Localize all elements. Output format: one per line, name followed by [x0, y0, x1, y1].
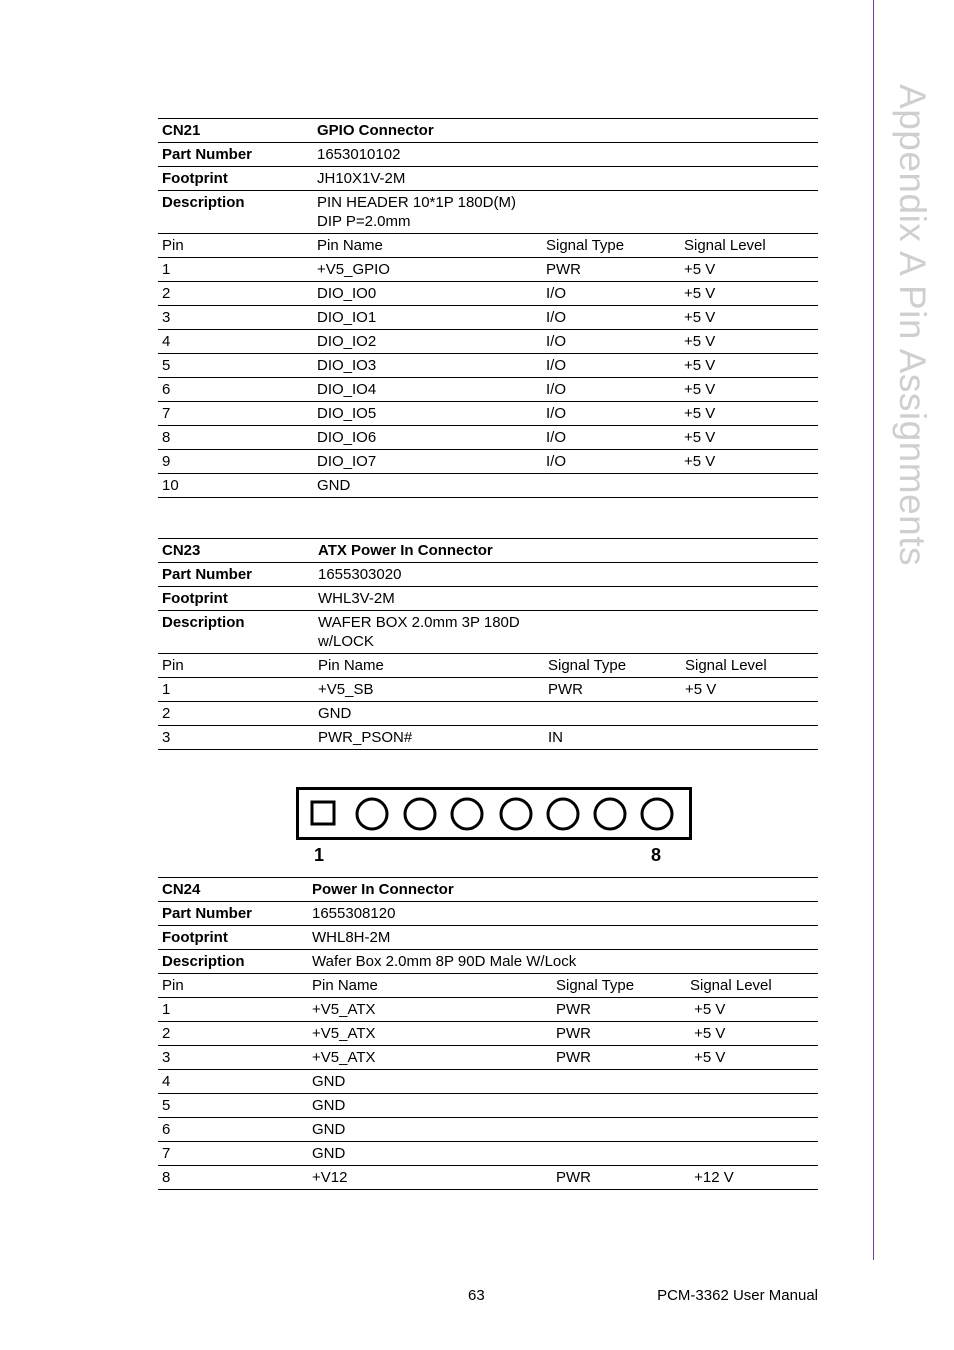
- pin-name-cell: DIO_IO0: [317, 285, 377, 302]
- connector-pin-diagram: [296, 787, 692, 840]
- description-label: Description: [162, 194, 245, 211]
- connector-title: GPIO Connector: [317, 122, 434, 139]
- part-number-value: 1653010102: [317, 146, 401, 163]
- signal-level-cell: +5 V: [684, 261, 716, 278]
- signal-type-cell: PWR: [556, 1169, 591, 1186]
- signal-type-cell: I/O: [546, 309, 567, 326]
- signal-type-column-header: Signal Type: [548, 657, 627, 674]
- pin-cell: 4: [162, 333, 171, 350]
- signal-type-cell: I/O: [546, 357, 567, 374]
- pin-name-column-header: Pin Name: [318, 657, 384, 674]
- signal-type-cell: [552, 1072, 686, 1091]
- part-number-value: 1655308120: [312, 905, 396, 922]
- table-row: [158, 1094, 818, 1118]
- signal-level-cell: [681, 728, 818, 747]
- pin-name-cell: GND: [312, 1097, 346, 1114]
- footprint-value: WHL8H-2M: [312, 929, 391, 946]
- pin-cell: 9: [162, 453, 171, 470]
- table-header-row: [158, 539, 818, 563]
- signal-level-cell: +5 V: [684, 285, 716, 302]
- signal-level-column-header: Signal Level: [690, 977, 772, 994]
- description-row: [158, 611, 818, 654]
- column-header-row: [158, 974, 818, 998]
- signal-type-column-header: Signal Type: [546, 237, 625, 254]
- chapter-side-title: Appendix A Pin Assignments: [892, 84, 933, 566]
- table-row: [158, 450, 818, 474]
- description-value: WAFER BOX 2.0mm 3P 180D w/LOCK: [318, 614, 520, 650]
- cn23-table: [158, 538, 818, 750]
- footprint-row: [158, 587, 818, 611]
- footprint-label: Footprint: [162, 590, 228, 607]
- pin-6-circle: [548, 799, 578, 829]
- signal-type-cell: I/O: [546, 381, 567, 398]
- pin-name-cell: +V5_SB: [318, 681, 374, 698]
- pin-name-cell: GND: [317, 477, 351, 494]
- table-row: [158, 306, 818, 330]
- pin-cell: 7: [162, 1145, 171, 1162]
- signal-type-cell: I/O: [546, 453, 567, 470]
- pin-name-cell: DIO_IO1: [317, 309, 377, 326]
- pin-cell: 1: [162, 1001, 171, 1018]
- pin-cell: 5: [162, 357, 171, 374]
- side-divider-line: [873, 0, 874, 1260]
- signal-type-cell: PWR: [546, 261, 581, 278]
- description-value: Wafer Box 2.0mm 8P 90D Male W/Lock: [312, 953, 577, 970]
- pin-column-header: Pin: [162, 657, 184, 674]
- page-number: 63: [468, 1287, 485, 1304]
- table-row: [158, 702, 818, 726]
- signal-level-cell: +5 V: [684, 453, 716, 470]
- pin-column-header: Pin: [162, 977, 184, 994]
- signal-level-cell: +5 V: [690, 1001, 726, 1018]
- signal-level-cell: [686, 1144, 818, 1163]
- signal-type-cell: IN: [548, 729, 563, 746]
- footprint-value: WHL3V-2M: [318, 590, 395, 607]
- signal-type-cell: [552, 1144, 686, 1163]
- table-row: [158, 258, 818, 282]
- pin-3-circle: [405, 799, 435, 829]
- pin-name-cell: +V12: [312, 1169, 348, 1186]
- connector-title: Power In Connector: [312, 881, 454, 898]
- signal-type-cell: I/O: [546, 405, 567, 422]
- signal-type-cell: I/O: [546, 333, 567, 350]
- signal-level-cell: +5 V: [684, 381, 716, 398]
- signal-level-cell: [681, 704, 818, 723]
- table-row: [158, 678, 818, 702]
- signal-type-cell: [544, 704, 681, 723]
- connector-title: ATX Power In Connector: [318, 542, 493, 559]
- table-header-row: [158, 878, 818, 902]
- signal-level-cell: +5 V: [684, 309, 716, 326]
- signal-level-column-header: Signal Level: [684, 237, 766, 254]
- signal-level-cell: +5 V: [684, 333, 716, 350]
- table-row: [158, 726, 818, 750]
- part-number-row: [158, 143, 818, 167]
- pin-name-column-header: Pin Name: [317, 237, 383, 254]
- connector-id: CN24: [162, 881, 201, 898]
- pin-name-cell: GND: [312, 1073, 346, 1090]
- signal-level-cell: +5 V: [690, 1025, 726, 1042]
- pin-name-cell: GND: [312, 1121, 346, 1138]
- pin-cell: 8: [162, 429, 171, 446]
- signal-level-column-header: Signal Level: [685, 657, 767, 674]
- table-row: [158, 426, 818, 450]
- connector-id: CN21: [162, 122, 201, 139]
- pin-name-cell: DIO_IO3: [317, 357, 377, 374]
- signal-type-cell: I/O: [546, 429, 567, 446]
- footprint-row: [158, 926, 818, 950]
- signal-level-cell: [680, 476, 818, 495]
- connector-id: CN23: [162, 542, 201, 559]
- pin-4-circle: [452, 799, 482, 829]
- column-header-row: [158, 654, 818, 678]
- table-row: [158, 474, 818, 498]
- signal-level-cell: +5 V: [684, 429, 716, 446]
- signal-level-cell: +5 V: [684, 357, 716, 374]
- signal-type-cell: PWR: [556, 1001, 591, 1018]
- part-number-label: Part Number: [162, 905, 253, 922]
- pin-name-cell: DIO_IO4: [317, 381, 377, 398]
- pin-cell: 3: [162, 729, 171, 746]
- pin-name-cell: +V5_GPIO: [317, 261, 390, 278]
- signal-level-cell: +5 V: [684, 405, 716, 422]
- pin-cell: 6: [162, 381, 171, 398]
- table-row: [158, 330, 818, 354]
- pin-5-circle: [501, 799, 531, 829]
- table-row: [158, 1022, 818, 1046]
- footprint-label: Footprint: [162, 929, 228, 946]
- manual-title: PCM-3362 User Manual: [657, 1287, 818, 1304]
- pin-last-label: 8: [651, 845, 662, 865]
- cn21-table: [158, 118, 818, 498]
- pin-8-circle: [642, 799, 672, 829]
- signal-level-cell: [686, 1120, 818, 1139]
- table-row: [158, 1142, 818, 1166]
- pin-column-header: Pin: [162, 237, 184, 254]
- part-number-label: Part Number: [162, 146, 253, 163]
- pin-cell: 8: [162, 1169, 171, 1186]
- part-number-row: [158, 902, 818, 926]
- description-row: [158, 191, 818, 234]
- pin-cell: 3: [162, 1049, 171, 1066]
- table-row: [158, 282, 818, 306]
- part-number-row: [158, 563, 818, 587]
- cn24-table: [158, 877, 818, 1190]
- table-row: [158, 1046, 818, 1070]
- footprint-value: JH10X1V-2M: [317, 170, 406, 187]
- table-row: [158, 1166, 818, 1190]
- pin-name-cell: +V5_ATX: [312, 1025, 376, 1042]
- signal-level-cell: [686, 1072, 818, 1091]
- pin-name-cell: DIO_IO5: [317, 405, 377, 422]
- table-row: [158, 378, 818, 402]
- pin-name-cell: GND: [318, 705, 352, 722]
- pin-name-cell: GND: [312, 1145, 346, 1162]
- table-row: [158, 1118, 818, 1142]
- pin-cell: 2: [162, 285, 171, 302]
- signal-level-cell: [686, 1096, 818, 1115]
- pin-first-label: 1: [314, 845, 325, 865]
- pin-cell: 1: [162, 261, 171, 278]
- pin-name-column-header: Pin Name: [312, 977, 378, 994]
- pin-name-cell: DIO_IO6: [317, 429, 377, 446]
- pin-name-cell: +V5_ATX: [312, 1049, 376, 1066]
- signal-type-cell: PWR: [556, 1025, 591, 1042]
- signal-type-cell: PWR: [548, 681, 583, 698]
- pin-name-cell: +V5_ATX: [312, 1001, 376, 1018]
- description-label: Description: [162, 953, 245, 970]
- signal-type-column-header: Signal Type: [556, 977, 635, 994]
- pin-cell: 10: [162, 477, 179, 494]
- table-row: [158, 354, 818, 378]
- table-row: [158, 402, 818, 426]
- signal-level-cell: +5 V: [685, 681, 717, 698]
- signal-level-cell: +5 V: [690, 1049, 726, 1066]
- table-row: [158, 1070, 818, 1094]
- description-value: PIN HEADER 10*1P 180D(M) DIP P=2.0mm: [317, 194, 516, 230]
- pin-cell: 7: [162, 405, 171, 422]
- pin-name-cell: PWR_PSON#: [318, 729, 413, 746]
- pin-2-circle: [357, 799, 387, 829]
- table-row: [158, 998, 818, 1022]
- part-number-value: 1655303020: [318, 566, 402, 583]
- column-header-row: [158, 234, 818, 258]
- pin-7-circle: [595, 799, 625, 829]
- pin-name-cell: DIO_IO2: [317, 333, 377, 350]
- footprint-label: Footprint: [162, 170, 228, 187]
- signal-type-cell: PWR: [556, 1049, 591, 1066]
- pin-1-square: [312, 802, 334, 824]
- description-row: [158, 950, 818, 974]
- signal-type-cell: I/O: [546, 285, 567, 302]
- pin-cell: 3: [162, 309, 171, 326]
- signal-type-cell: [552, 1096, 686, 1115]
- pin-cell: 4: [162, 1073, 171, 1090]
- pin-name-cell: DIO_IO7: [317, 453, 377, 470]
- pin-cell: 2: [162, 705, 171, 722]
- part-number-label: Part Number: [162, 566, 253, 583]
- pin-cell: 1: [162, 681, 171, 698]
- pin-cell: 5: [162, 1097, 171, 1114]
- signal-type-cell: [552, 1120, 686, 1139]
- signal-level-cell: +12 V: [690, 1169, 734, 1186]
- signal-type-cell: [542, 476, 680, 495]
- pin-cell: 2: [162, 1025, 171, 1042]
- footprint-row: [158, 167, 818, 191]
- description-label: Description: [162, 614, 245, 631]
- table-header-row: [158, 119, 818, 143]
- pin-cell: 6: [162, 1121, 171, 1138]
